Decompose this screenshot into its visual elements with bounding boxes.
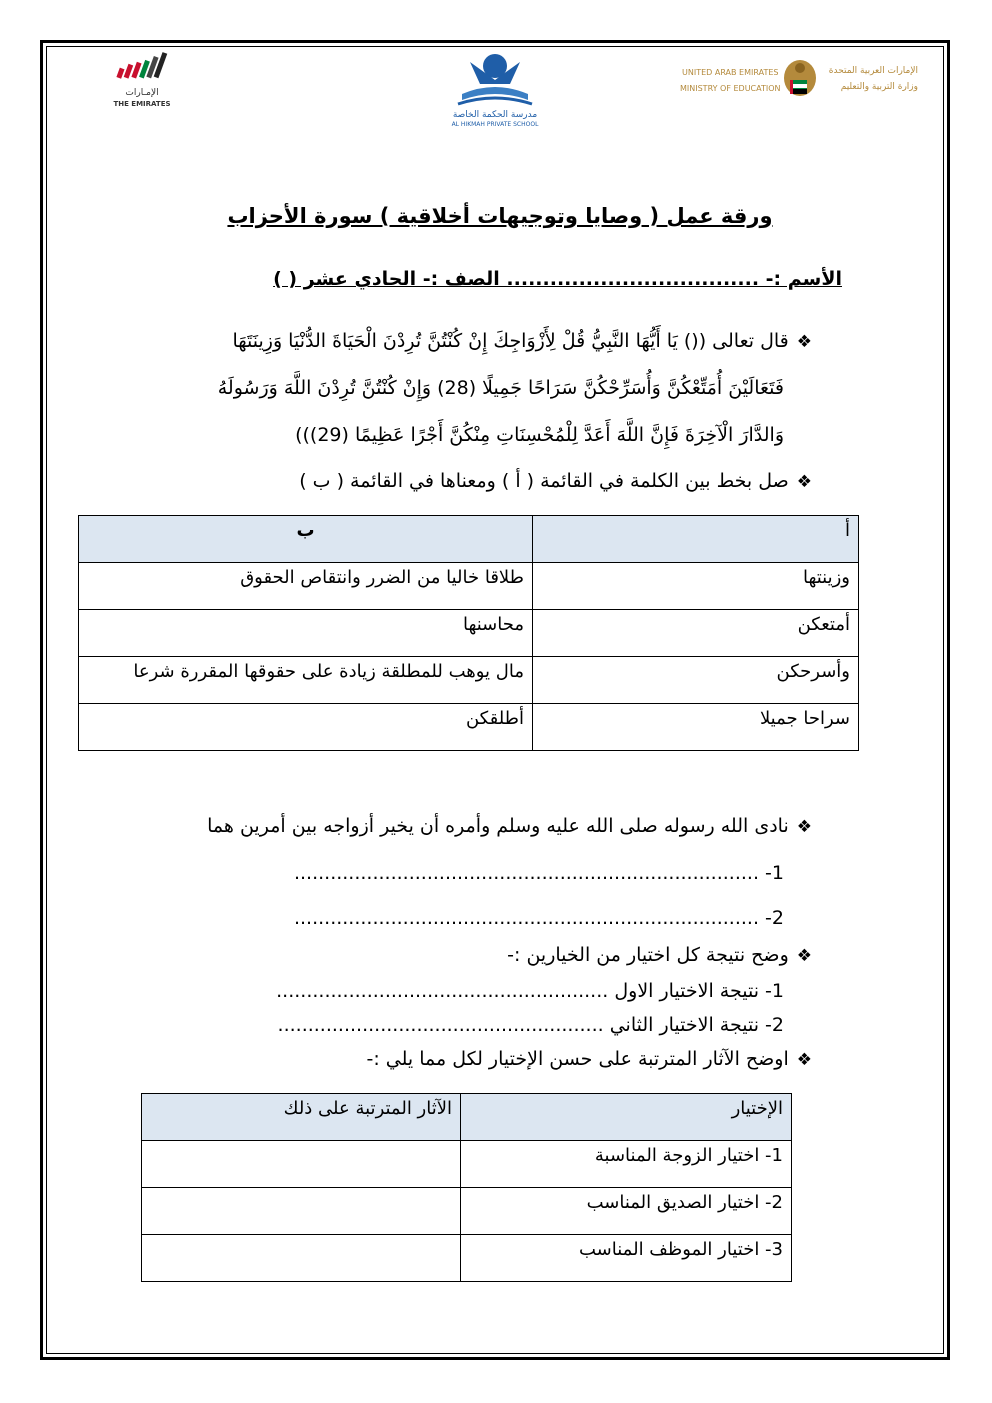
match-table xyxy=(78,515,859,751)
bullet-icon: ❖ xyxy=(796,946,812,966)
school-emblem-icon xyxy=(440,50,550,112)
table-row xyxy=(142,1188,792,1235)
school-logo-en: AL HIKMAH PRIVATE SCHOOL xyxy=(451,121,539,128)
match-b-cell: مال يوهب للمطلقة زيادة على حقوقها المقررة شرعا xyxy=(79,657,533,704)
ministry-logo xyxy=(670,50,926,130)
result-line-2[interactable]: 2- نتيجة الاختيار الثاني ...................................................... xyxy=(277,1014,784,1036)
match-b-cell: محاسنها xyxy=(79,610,533,657)
table-row xyxy=(79,563,859,610)
verse-line-2: فَتَعَالَيْنَ أُمَتِّعْكُنَّ وَأُسَرِّحْكُنَّ سَرَاحًا جَمِيلًا (28) وَإِنْ كُنْتُنَّ تُرِدْنَ اللَّهَ وَرَسُولَهُ xyxy=(217,377,784,399)
effects-answer-cell[interactable] xyxy=(142,1188,461,1235)
result-line-1[interactable]: 1- نتيجة الاختيار الاول ....................................................... xyxy=(276,980,784,1002)
choice-cell: 3- اختيار الموظف المناسب xyxy=(461,1235,792,1282)
match-a-cell: سراحا جميلا xyxy=(533,704,859,751)
falcon-emblem-icon xyxy=(780,56,820,116)
table-row xyxy=(142,1141,792,1188)
match-a-cell: أمتعكن xyxy=(533,610,859,657)
school-logo-ar: مدرسة الحكمة الخاصة xyxy=(452,110,538,120)
choice-cell: 2- اختيار الصديق المناسب xyxy=(461,1188,792,1235)
bullet-icon: ❖ xyxy=(796,817,812,837)
effects-answer-cell[interactable] xyxy=(142,1141,461,1188)
answer-line-2[interactable]: 2- ............................................................................. xyxy=(293,907,784,929)
emirates-logo xyxy=(62,48,220,116)
bullet-icon: ❖ xyxy=(796,472,812,492)
bullet-icon: ❖ xyxy=(796,332,812,352)
question-2 xyxy=(207,815,812,837)
bullet-icon: ❖ xyxy=(796,1050,812,1070)
match-header-b: ب xyxy=(79,516,533,563)
page-title: ورقة عمل ( وصايا وتوجيهات أخلاقية ) سورة الأحزاب xyxy=(227,204,773,228)
question-2-text: نادى الله رسوله صلى الله عليه وسلم وأمره أن يخير أزواجه بين أمرين هما xyxy=(207,815,789,837)
match-header-a: أ xyxy=(533,516,859,563)
question-3 xyxy=(507,944,812,966)
table-row xyxy=(142,1235,792,1282)
ministry-ar-1: الإمارات العربية المتحدة xyxy=(828,66,918,76)
question-4 xyxy=(366,1048,812,1070)
effects-header-choice: الإختيار xyxy=(461,1094,792,1141)
match-b-cell: طلاقا خاليا من الضرر وانتقاص الحقوق xyxy=(79,563,533,610)
match-b-cell: أطلقكن xyxy=(79,704,533,751)
effects-table xyxy=(141,1093,792,1282)
name-class-line: الأسم :- ................................... الصف :- الحادي عشر ( ) xyxy=(273,268,842,290)
match-instruction-text: صل بخط بين الكلمة في القائمة ( أ ) ومعناها في القائمة ( ب ) xyxy=(299,470,789,492)
ministry-en-1: UNITED ARAB EMIRATES xyxy=(682,68,779,77)
question-4-text: اوضح الآثار المترتبة على حسن الإختيار لكل مما يلي :- xyxy=(366,1048,789,1070)
ministry-ar-2: وزارة التربية والتعليم xyxy=(840,82,918,92)
emirates-logo-en: THE EMIRATES xyxy=(113,100,171,108)
answer-line-1[interactable]: 1- ............................................................................. xyxy=(293,862,784,884)
effects-header-effects: الآثار المترتبة على ذلك xyxy=(142,1094,461,1141)
match-instruction xyxy=(299,470,812,492)
choice-cell: 1- اختيار الزوجة المناسبة xyxy=(461,1141,792,1188)
emirates-bars-icon xyxy=(114,50,174,86)
table-row xyxy=(79,704,859,751)
table-row xyxy=(79,610,859,657)
verse-line-1 xyxy=(232,330,812,352)
emirates-logo-ar: الإمـارات xyxy=(125,88,159,98)
school-logo xyxy=(420,50,570,130)
effects-answer-cell[interactable] xyxy=(142,1235,461,1282)
ministry-en-2: MINISTRY OF EDUCATION xyxy=(680,84,781,93)
match-a-cell: وأسرحكن xyxy=(533,657,859,704)
question-3-text: وضح نتيجة كل اختيار من الخيارين :- xyxy=(507,944,789,966)
verse-text-1: قال تعالى (() يَا أَيُّهَا النَّبِيُّ قُلْ لِأَزْوَاجِكَ إِنْ كُنْتُنَّ تُرِدْنَ الْحَيَاةَ الدُّنْيَا وَزِينَتَهَا xyxy=(232,330,789,352)
table-row xyxy=(79,657,859,704)
match-a-cell: وزينتها xyxy=(533,563,859,610)
verse-line-3: وَالدَّارَ الْآخِرَةَ فَإِنَّ اللَّهَ أَعَدَّ لِلْمُحْسِنَاتِ مِنْكُنَّ أَجْرًا عَظِيمًا (29))) xyxy=(295,424,784,446)
